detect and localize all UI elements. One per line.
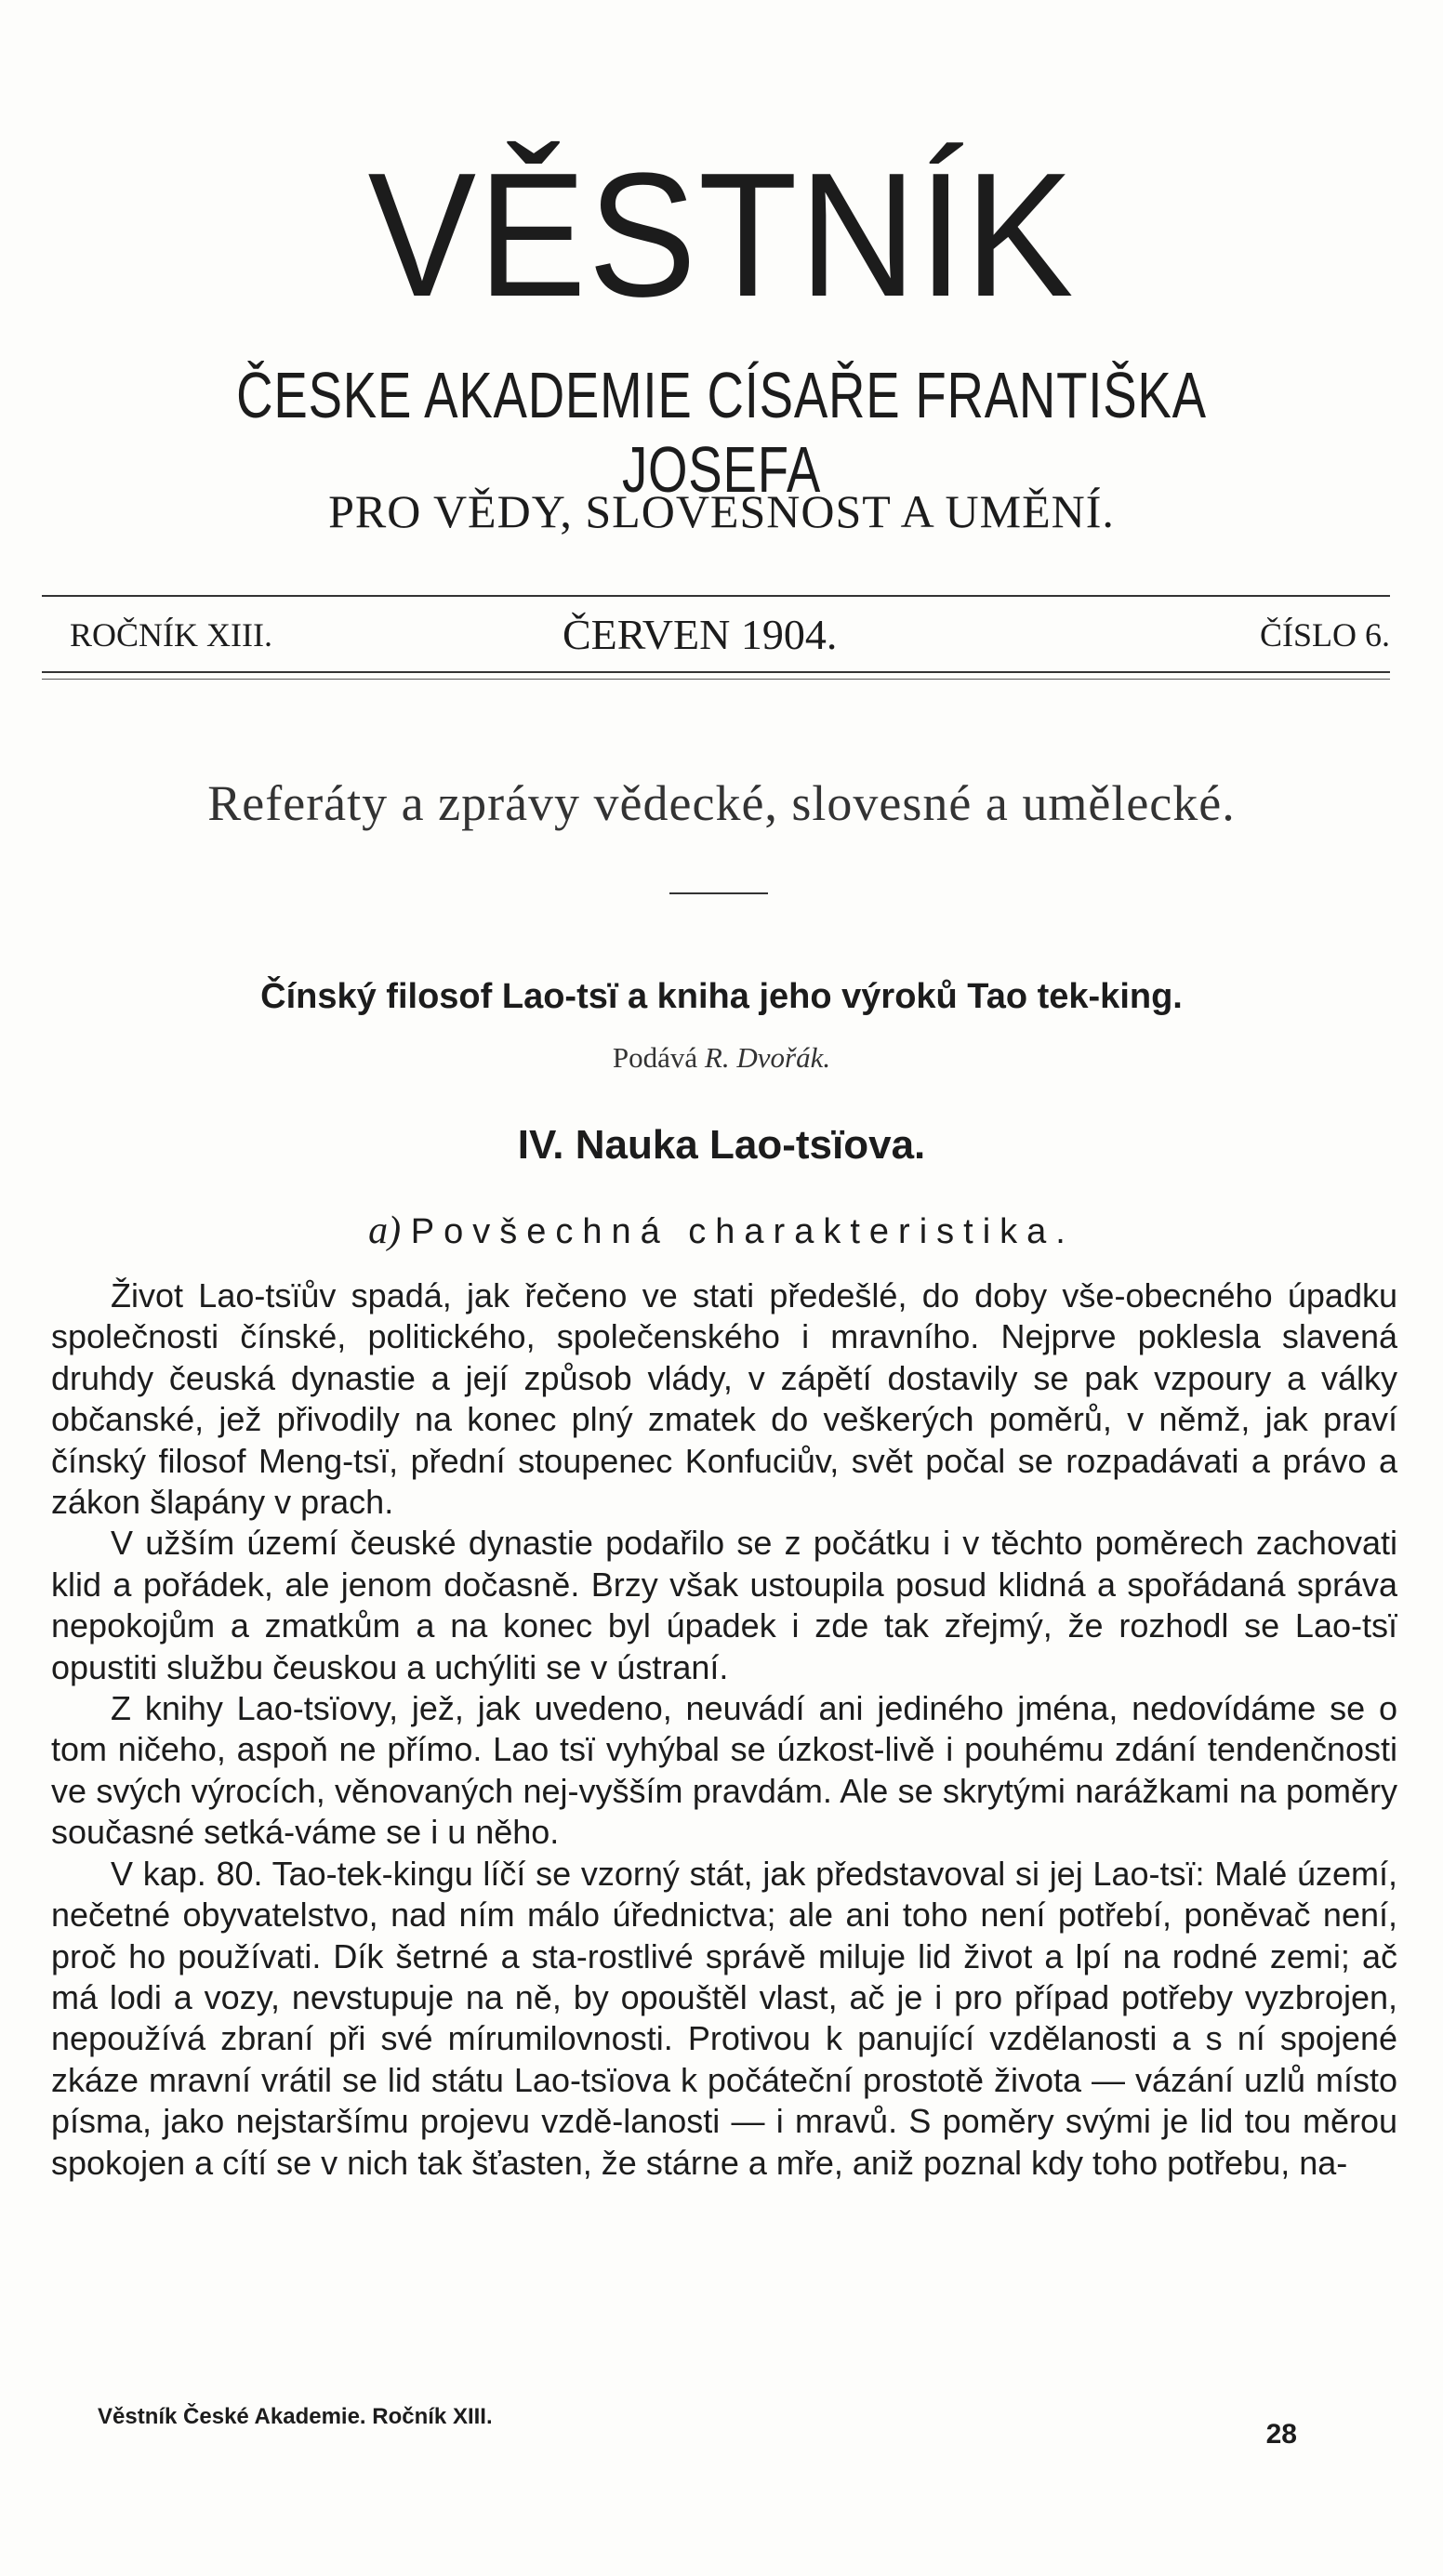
byline: [0, 1039, 1443, 1077]
paragraph: Z knihy Lao-tsïovy, jež, jak uvedeno, neuvádí ani jediného jména, nedovídáme se o tom ničeho, aspoň ne přímo. Lao tsï vyhýbal se úzkost-livě i pouhému zdání tendenčnosti ve svých výrocích, věnovaných nej-vyšším pravdám. Ale se skrytými narážkami na poměry současné setká-váme se i u něho.: [51, 1689, 1397, 1852]
masthead-subtitle: PRO VĚDY, SLOVESNOST A UMĚNÍ.: [328, 485, 1115, 537]
author-name: R. Dvořák.: [704, 1041, 831, 1074]
masthead-title: VĚSTNÍK: [367, 137, 1076, 334]
page-footer: [98, 2398, 1297, 2454]
paragraph: V užším území čeuské dynastie podařilo se z počátku i v těchto poměrech zachovati klid a pořádek, ale jenom dočasně. Brzy však ustoupila posud klidná a spořádaná správa nepokojům a zmatkům a na konec byl úpadek i zde tak zřejmý, že rozhodl se Lao-tsï opustiti službu čeuskou a uchýliti se v ústraní.: [51, 1524, 1397, 1686]
issue-bar-bottom-rule: [42, 671, 1390, 673]
issue-bar-top-rule: [42, 595, 1390, 597]
subsection-heading: [0, 1209, 1443, 1254]
issue-number: ČÍSLO 6.: [1259, 616, 1390, 654]
paragraph: V kap. 80. Tao-tek-kingu líčí se vzorný stát, jak představoval si jej Lao-tsï: Malé území, nečetné obyvatelstvo, nad ním málo úřednictva; ale ani toho není potřebí, poněvač není, proč ho používati. Dík šetrné a sta-rostlivé správě miluje lid život a lpí na rodné zemi; ač má lodi a vozy, nevstupuje na ně, by opouštěl vlast, ač je i pro případ potřeby vyzbrojen, nepoužívá zbraní při své mírumilovnosti. Protivou k panující vzdělanosti a s ní spojené zkáze mravní vrátil se lid státu Lao-tsïova k počáteční prostotě života — vázání uzlů místo písma, jako nejstaršímu projevu vzdě-lanosti — i mravů. S poměry svými je lid tou měrou spokojen a cítí se v nich tak šťasten, že stárne a mře, aniž poznal kdy toho potřebu, na-: [51, 1854, 1397, 2182]
article-body: [51, 1275, 1397, 2184]
issue-bar: [70, 612, 1390, 658]
issue-bar-bottom-rule-thin: [42, 679, 1390, 680]
subsection-marker: a): [368, 1209, 402, 1252]
page-number: 28: [1265, 2419, 1297, 2450]
section-title: Referáty a zprávy vědecké, slovesné a umělecké.: [207, 775, 1236, 831]
footer-journal-title: Věstník České Akademie. Ročník XIII.: [98, 2404, 493, 2429]
issue-date: ČERVEN 1904.: [563, 611, 838, 658]
chapter-heading: IV. Nauka Lao-tsïova.: [517, 1122, 926, 1168]
volume-label: ROČNÍK XIII.: [70, 616, 272, 654]
paragraph: Život Lao-tsïův spadá, jak řečeno ve stati předešlé, do doby vše-obecného úpadku společnosti čínské, politického, společenského i mravního. Nejprve poklesla slavená druhdy čeuská dynastie a její způsob vlády, v zápětí dostavily se pak vzpoury a války občanské, jež přivodily na konec plný zmatek do veškerých poměrů, v němž, jak praví čínský filosof Meng-tsï, přední stoupenec Konfuciův, svět počal se rozpadávati a právo a zákon šlapány v prach.: [51, 1276, 1397, 1522]
subsection-title: Povšechná charakteristika.: [410, 1212, 1075, 1251]
article-title: Čínský filosof Lao-tsï a kniha jeho výroků Tao tek-king.: [260, 977, 1183, 1016]
section-divider: [669, 892, 768, 894]
byline-prefix: Podává: [612, 1041, 698, 1074]
academy-name: ČESKE AKADEMIE CÍSAŘE FRANTIŠKA JOSEFA: [236, 359, 1207, 506]
